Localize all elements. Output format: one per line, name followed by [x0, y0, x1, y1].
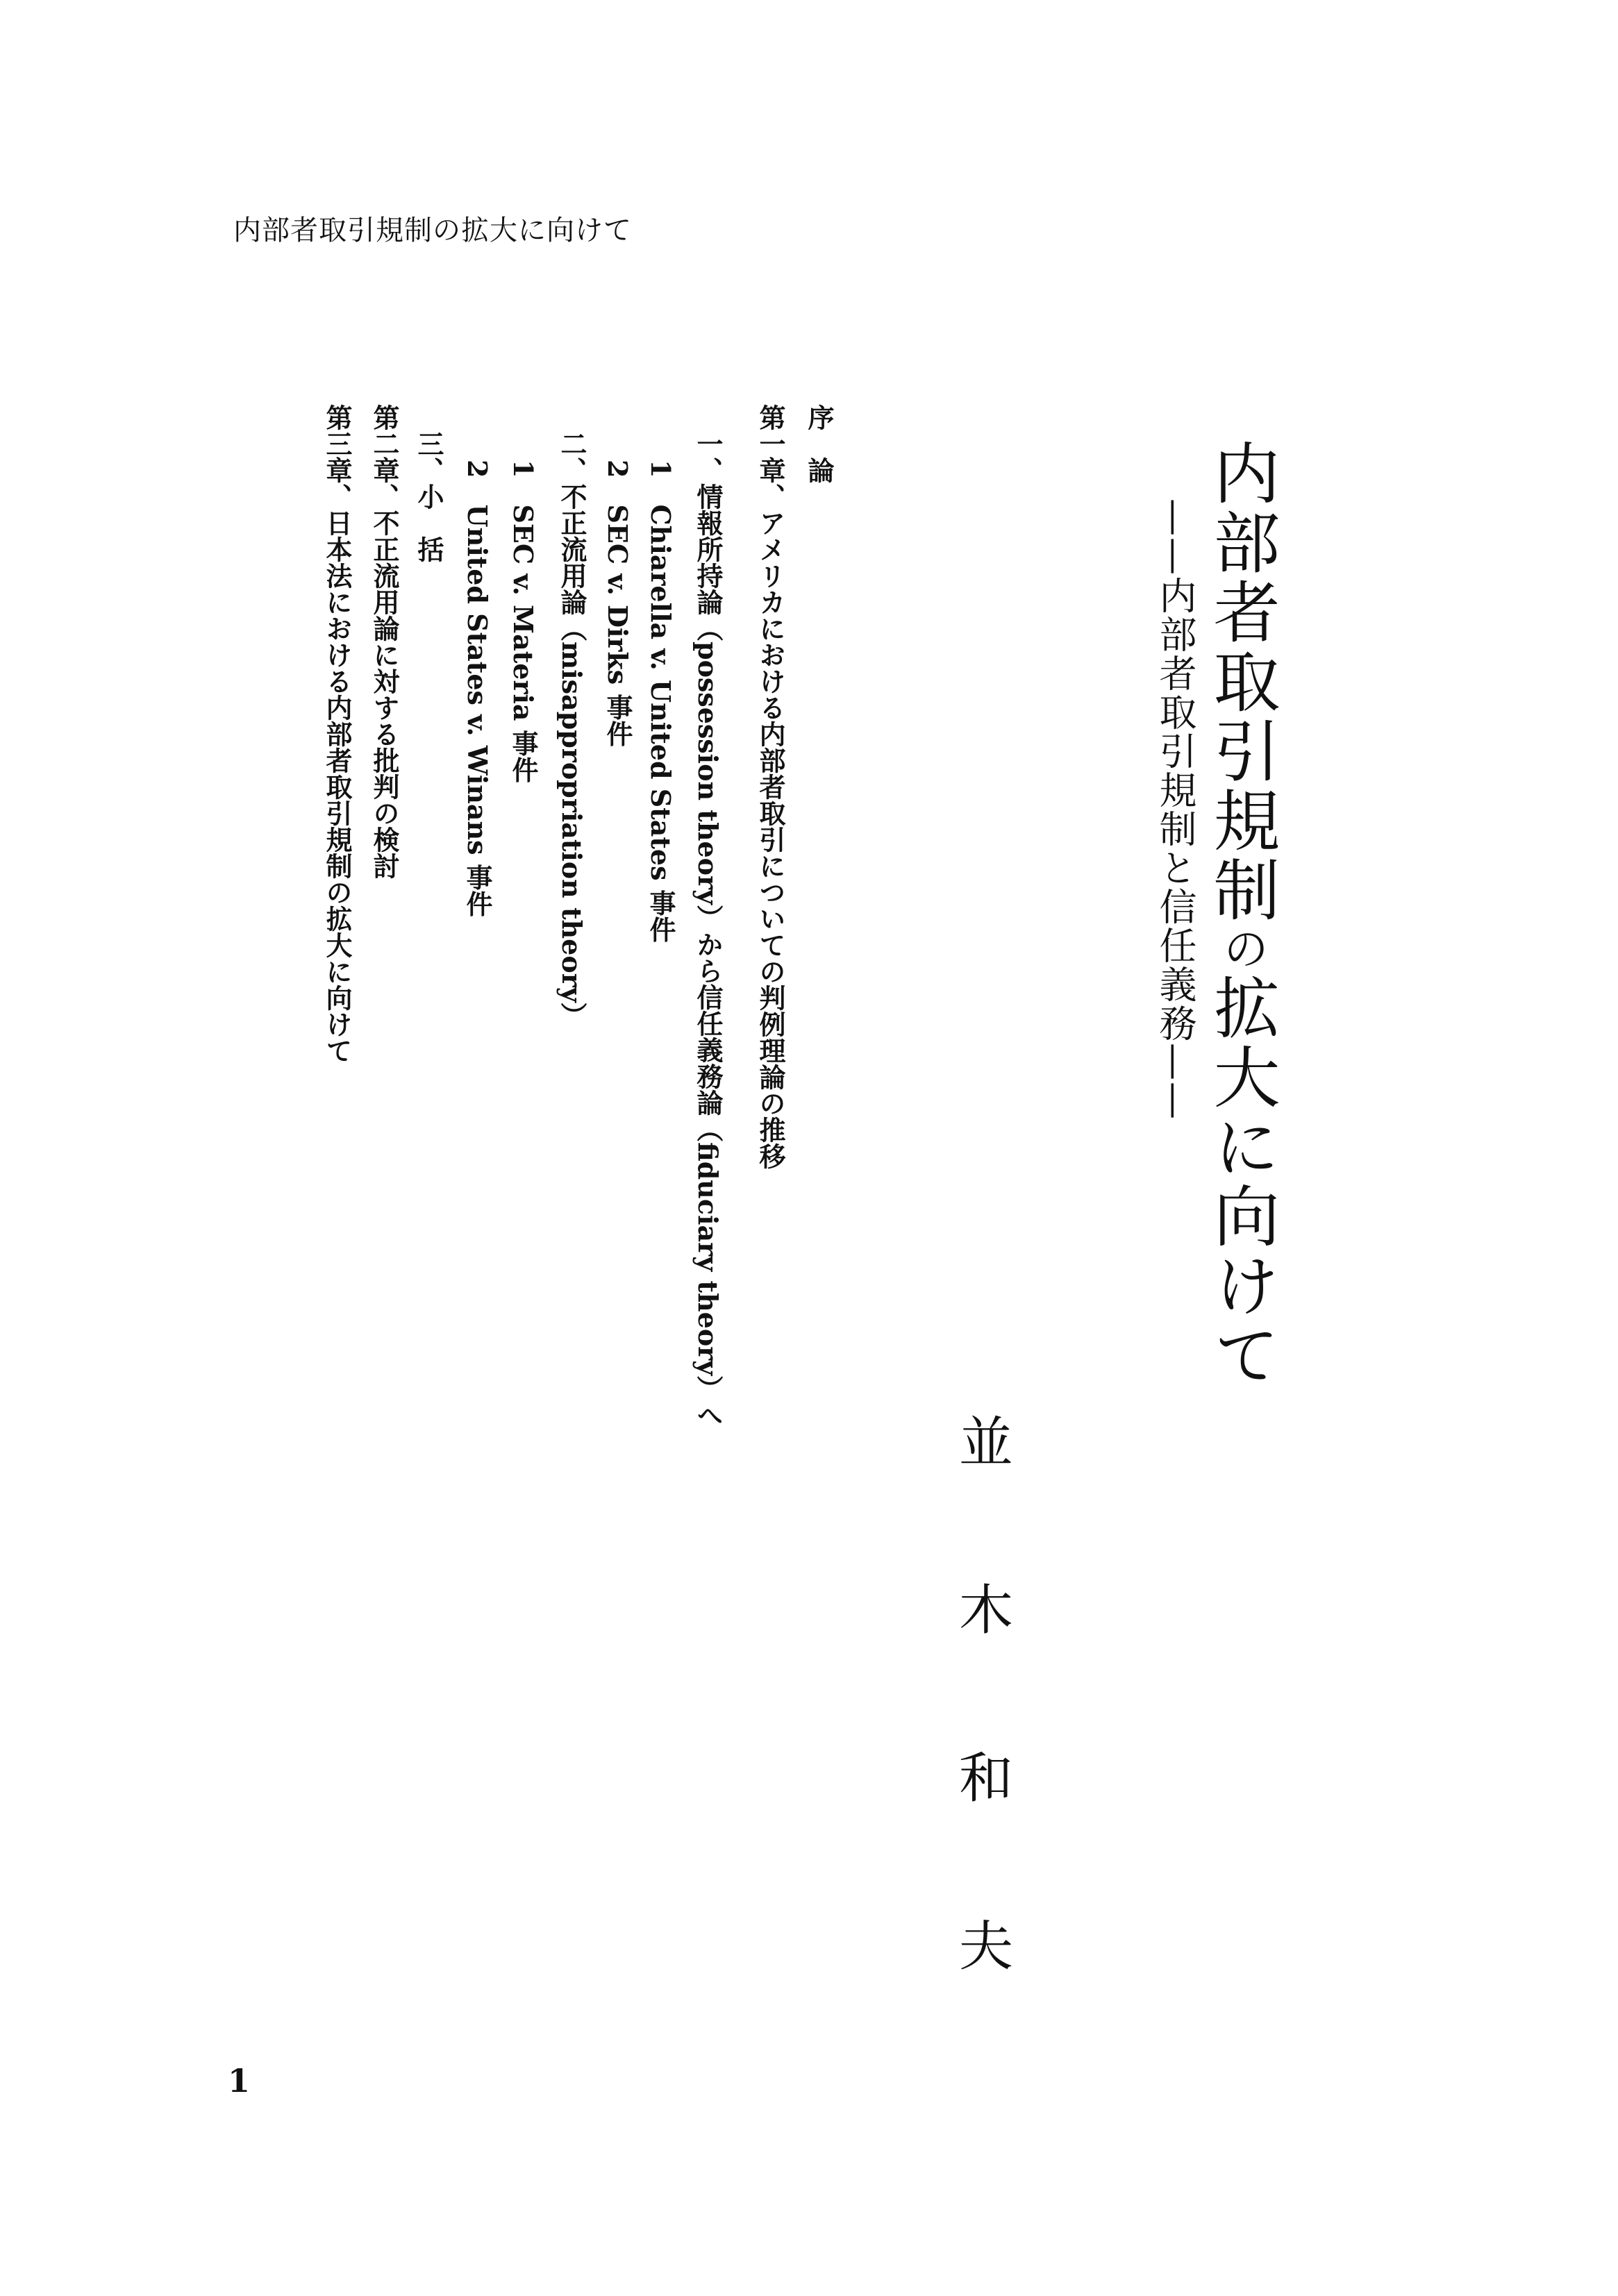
toc-chapter-2: 第二章、不正流用論に対する批判の検討: [369, 404, 400, 879]
running-header: 内部者取引規制の拡大に向けて: [233, 215, 632, 246]
subtitle: ——内部者取引規制と信任義務——: [1153, 498, 1197, 1121]
toc-chapter-3: 第三章、日本法における内部者取引規制の拡大に向けて: [322, 404, 353, 1064]
title-particle: の: [1215, 925, 1269, 973]
author-name: [951, 1399, 1021, 2071]
toc-item-winans: 2 United States v. Winans 事件: [462, 460, 493, 917]
main-title: [1203, 439, 1281, 1390]
toc-item-materia: 1 SEC v. Materia 事件: [508, 460, 539, 783]
author-char: 並: [958, 1411, 1013, 1474]
toc-section-1-2: 二、不正流用論（misappropriation theory）: [556, 430, 587, 1029]
toc-chapter-1: 第一章、アメリカにおける内部者取引についての判例理論の推移: [755, 404, 786, 1169]
title-part-2: 拡大に向けて: [1203, 973, 1281, 1390]
toc-section-1-3: 三、小 括: [413, 430, 444, 562]
toc-item-dirks: 2 SEC v. Dirks 事件: [602, 460, 633, 747]
author-char: 和: [958, 1748, 1013, 1810]
toc-preface: 序 論: [803, 404, 835, 483]
title-part-1: 内部者取引規制: [1203, 439, 1281, 925]
author-char: 木: [958, 1579, 1013, 1642]
page-number: 1: [228, 2062, 251, 2100]
author-char: 夫: [958, 1916, 1013, 1978]
toc-item-chiarella: 1 Chiarella v. United States 事件: [645, 460, 676, 943]
toc-section-1-1: 一、情報所持論（possession theory）から信任義務論（fiduciary theory）へ: [692, 430, 724, 1429]
